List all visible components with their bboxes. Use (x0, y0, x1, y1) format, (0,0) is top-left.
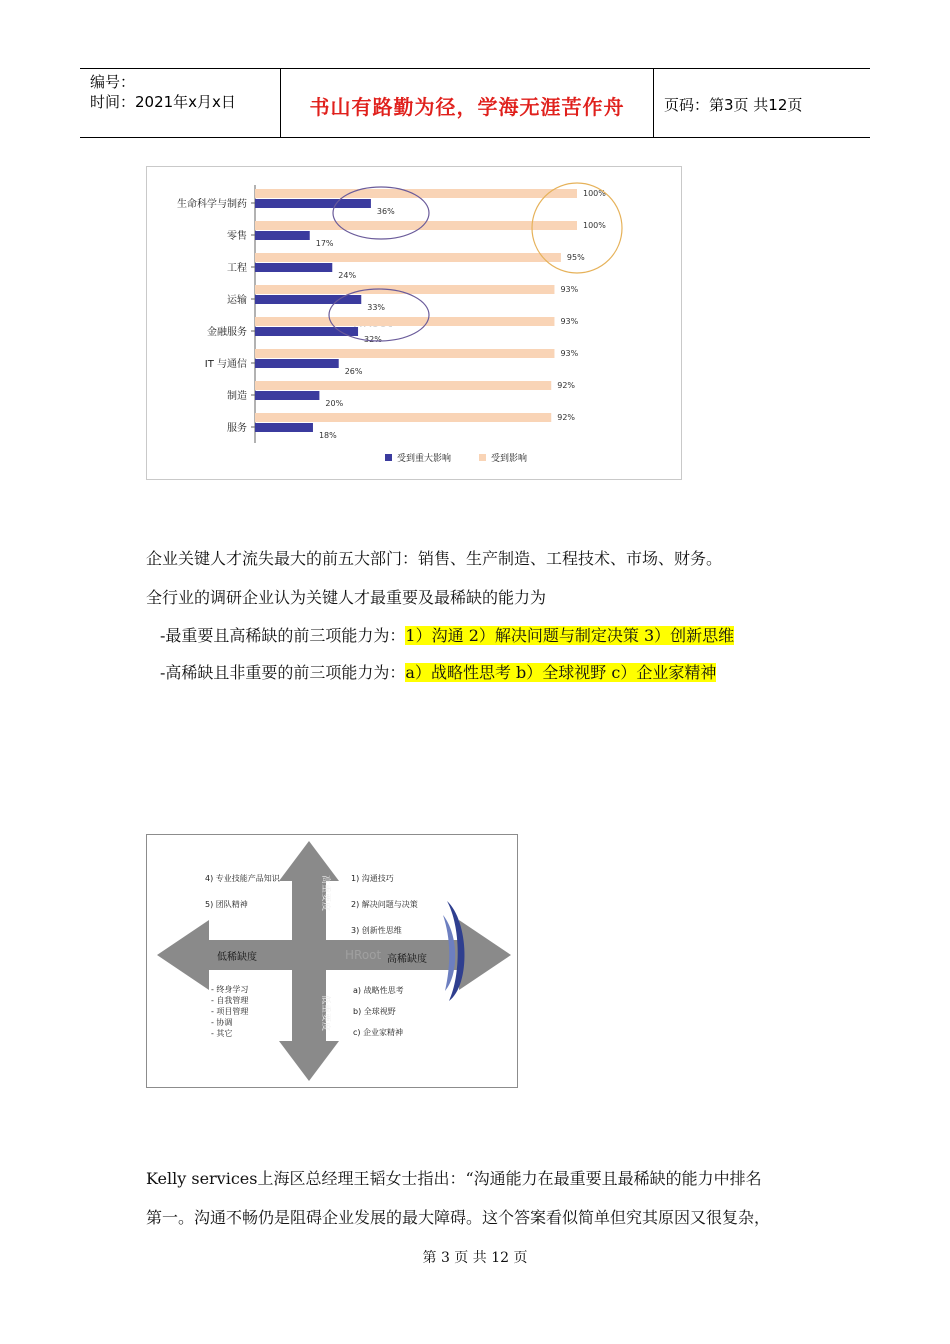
header-page-cell (654, 69, 870, 137)
bar-affected (255, 253, 561, 262)
axis-right-label: 高稀缺度 (387, 954, 427, 965)
category-label: 生命科学与制药 (177, 199, 247, 210)
bar-major (255, 359, 339, 368)
axis-down-label: 低重要度 (320, 995, 330, 1032)
bar-affected (255, 317, 554, 326)
bar-major-label: 18% (318, 431, 337, 440)
top-right-items (351, 873, 418, 935)
line-4-highlight: a）战略性思考 b）全球视野 c）企业家精神 (405, 663, 717, 682)
paragraph-line-6: 第一。沟通不畅仍是阻碍企业发展的最大障碍。这个答案看似简单但究其原因又很复杂， (146, 1208, 771, 1227)
bar-chart-figure (146, 166, 682, 480)
header-motto: 书山有路勤为径，学海无涯苦作舟 (309, 95, 625, 119)
top-right-item: 3) 创新性思维 (351, 926, 402, 935)
bar-affected (255, 381, 551, 390)
legend-label-major: 受到重大影响 (397, 454, 452, 464)
line-4-prefix: -高稀缺且非重要的前三项能力为： (160, 663, 406, 682)
paragraph-line-3 (160, 623, 734, 646)
category-label: 制造 (227, 391, 247, 402)
quadrant-diagram (147, 835, 519, 1089)
bottom-right-items (353, 985, 404, 1037)
bar-major-label: 26% (344, 367, 363, 376)
bottom-right-item: b) 全球视野 (353, 1007, 396, 1016)
bar-major-label: 33% (367, 303, 386, 312)
time-label: 时间：2021年x月x日 (90, 93, 236, 111)
bar-major-label: 24% (338, 271, 357, 280)
top-left-items (205, 873, 281, 909)
bottom-left-item: - 协调 (211, 1018, 233, 1027)
quadrant-watermark: HRoot (345, 948, 382, 962)
bottom-left-item: - 项目管理 (211, 1007, 249, 1016)
page-footer: 第 3 页 共 12 页 (422, 1250, 528, 1266)
bar-chart (147, 167, 683, 481)
bottom-right-item: c) 企业家精神 (353, 1028, 404, 1037)
bottom-left-item: - 自我管理 (211, 996, 249, 1005)
category-label: 服务 (227, 423, 247, 434)
paragraph-line-2: 全行业的调研企业认为关键人才最重要及最稀缺的能力为 (146, 588, 547, 607)
bar-affected (255, 221, 577, 230)
paragraph-line-5: Kelly services上海区总经理王韬女士指出：“沟通能力在最重要且最稀缺的能力中排名 (146, 1169, 762, 1188)
category-label: 零售 (227, 231, 247, 242)
bar-major-label: 32% (364, 335, 382, 344)
top-right-item: 2) 解决问题与决策 (351, 900, 418, 909)
bar-affected-label: 100% (583, 221, 606, 230)
bar-affected (255, 189, 577, 198)
bar-affected-label: 93% (560, 349, 579, 358)
bar-affected-label: 100% (583, 189, 606, 198)
quadrant-figure (146, 834, 518, 1088)
bar-affected-label: 95% (566, 253, 585, 262)
top-right-item: 1) 沟通技巧 (351, 874, 394, 883)
line-3-highlight: 1）沟通 2）解决问题与制定决策 3）创新思维 (405, 626, 735, 645)
header-info-cell (80, 69, 281, 137)
top-left-item: 5) 团队精神 (205, 900, 248, 909)
bar-major (255, 231, 310, 240)
axis-left-label: 低稀缺度 (217, 952, 257, 963)
page-header (80, 68, 870, 138)
bar-affected (255, 413, 551, 422)
paragraph-line-1: 企业关键人才流失最大的前五大部门：销售、生产制造、工程技术、市场、财务。 (146, 549, 723, 568)
axis-up-label: 高重要度 (320, 875, 330, 912)
bar-major (255, 263, 332, 272)
header-page-label: 页码：第3页 共12页 (664, 96, 803, 114)
bar-major-label: 20% (325, 399, 344, 408)
top-left-item: 4) 专业技能产品知识 (205, 874, 280, 883)
category-label: 金融服务 (207, 327, 247, 338)
legend-swatch-major (385, 454, 392, 461)
category-label: IT 与通信 (204, 359, 247, 370)
bottom-right-item: a) 战略性思考 (353, 986, 404, 995)
paragraph-line-4 (160, 660, 716, 683)
line-3-prefix: -最重要且高稀缺的前三项能力为： (160, 626, 406, 645)
bar-affected-label: 92% (557, 381, 576, 390)
bar-affected (255, 349, 554, 358)
header-motto-cell (281, 69, 654, 137)
bar-major (255, 199, 371, 208)
bar-major (255, 391, 319, 400)
bar-major (255, 423, 313, 432)
bar-affected-label: 93% (560, 285, 579, 294)
bottom-left-items (211, 984, 248, 1038)
bottom-left-item: - 终身学习 (211, 985, 249, 994)
bar-affected-label: 92% (557, 413, 576, 422)
legend-label-affected: 受到影响 (491, 454, 528, 464)
bar-major (255, 327, 358, 336)
bar-major-label: 17% (315, 239, 334, 248)
bar-affected-label: 93% (560, 317, 579, 326)
bottom-left-item: - 其它 (211, 1029, 233, 1038)
category-label: 工程 (227, 263, 247, 274)
number-label: 编号： (90, 73, 136, 91)
highlight-ellipse-middle (329, 289, 429, 341)
category-label: 运输 (227, 295, 247, 306)
legend-swatch-affected (479, 454, 486, 461)
bar-major-label: 36% (376, 207, 395, 216)
